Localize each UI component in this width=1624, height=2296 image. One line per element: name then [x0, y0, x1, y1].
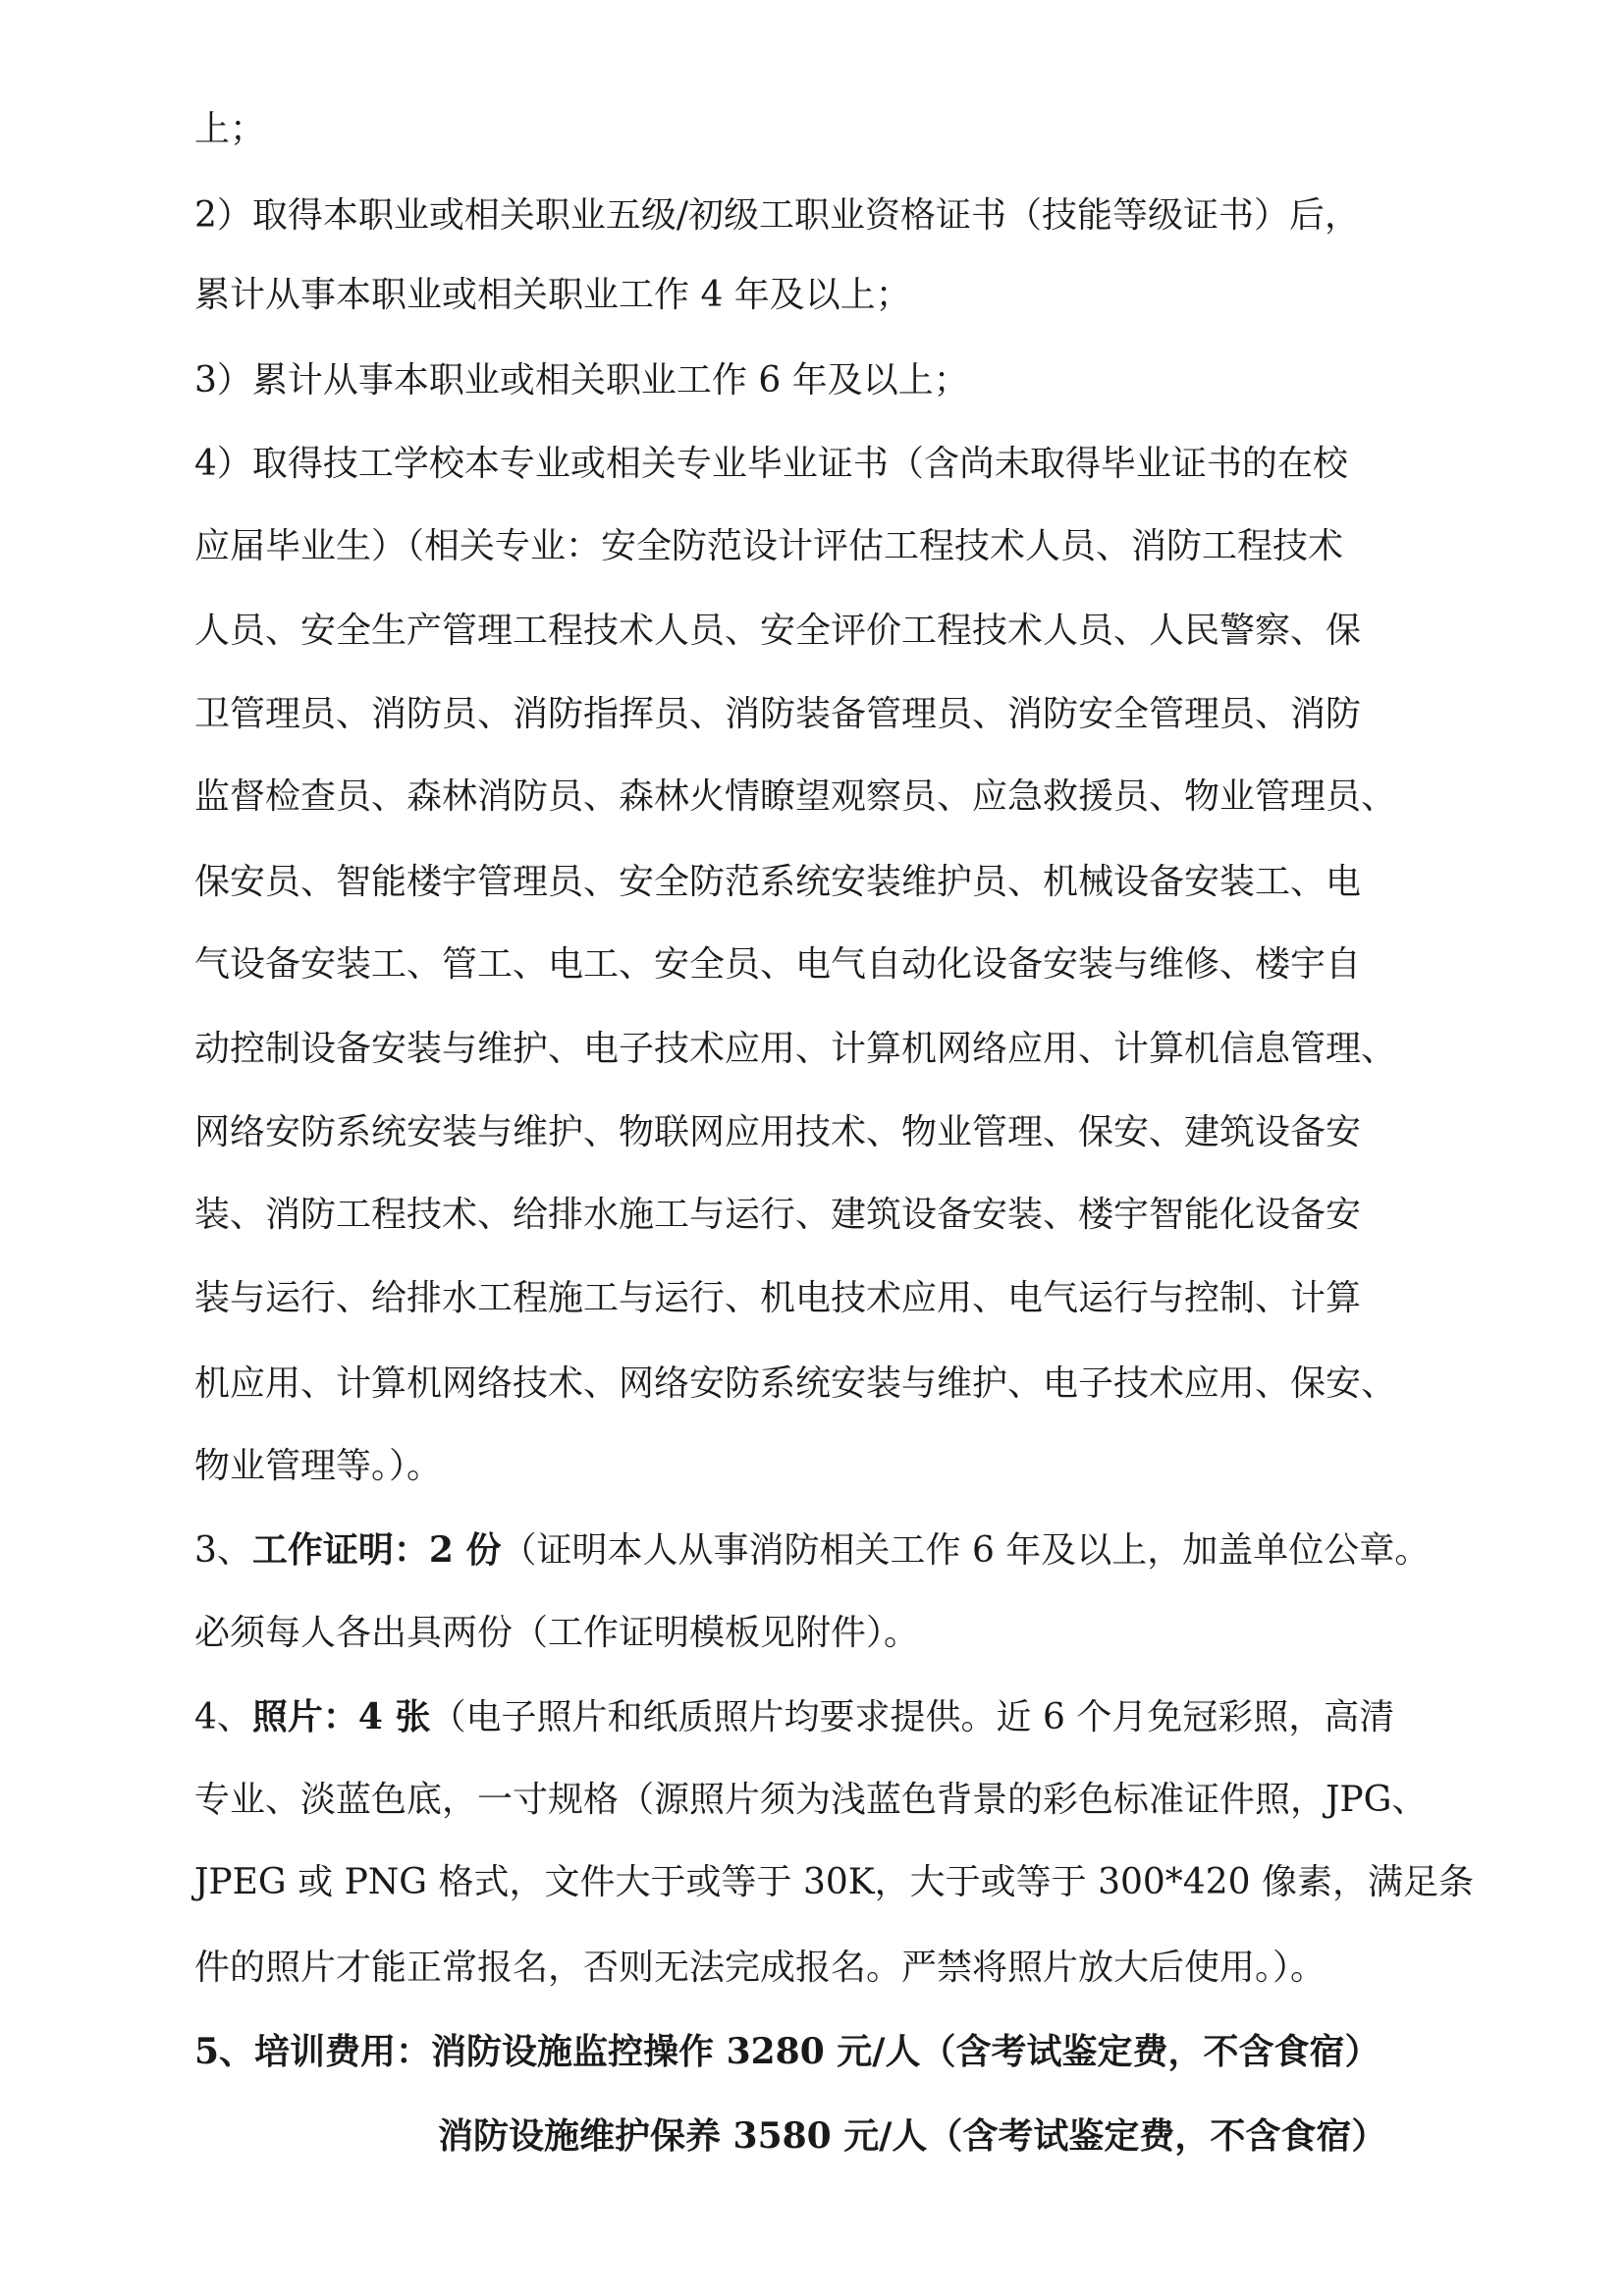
item-4-title: 照片：4 张: [251, 1696, 431, 1737]
text-line: 气设备安装工、管工、电工、安全员、电气自动化设备安装与维修、楼宇自: [194, 944, 1362, 985]
text-line: 卫管理员、消防员、消防指挥员、消防装备管理员、消防安全管理员、消防: [194, 694, 1362, 734]
text-line: 2）取得本职业或相关职业五级/初级工职业资格证书（技能等级证书）后，: [194, 195, 1361, 236]
item-4-line-2: 专业、淡蓝色底，一寸规格（源照片须为浅蓝色背景的彩色标准证件照，JPG、: [194, 1780, 1428, 1820]
item-3-line-2: 必须每人各出具两份（工作证明模板见附件）。: [194, 1613, 920, 1653]
text-line: 上；: [194, 109, 266, 149]
item-3-title: 工作证明：2 份: [251, 1529, 502, 1571]
text-line: 人员、安全生产管理工程技术人员、安全评价工程技术人员、人民警察、保: [194, 611, 1362, 651]
item-5-line: 5、培训费用：消防设施监控操作 3280 元/人（含考试鉴定费，不含食宿）: [194, 2031, 1380, 2072]
text-line: 应届毕业生）（相关专业：安全防范设计评估工程技术人员、消防工程技术: [194, 526, 1344, 566]
item-3-text: （证明本人从事消防相关工作 6 年及以上，加盖单位公章。: [501, 1530, 1431, 1571]
item-4-line: [194, 1695, 1394, 1739]
item-4-text: （电子照片和纸质照片均要求提供。近 6 个月免冠彩照，高清: [430, 1697, 1395, 1737]
text-line: 机应用、计算机网络技术、网络安防系统安装与维护、电子技术应用、保安、: [194, 1363, 1397, 1404]
text-line: 保安员、智能楼宇管理员、安全防范系统安装维护员、机械设备安装工、电: [194, 862, 1362, 902]
item-4-prefix: 4、: [194, 1697, 252, 1737]
text-line: 装、消防工程技术、给排水施工与运行、建筑设备安装、楼宇智能化设备安: [194, 1195, 1362, 1235]
text-line: 物业管理等。）。: [194, 1446, 443, 1486]
text-line: 4）取得技工学校本专业或相关专业毕业证书（含尚未取得毕业证书的在校: [194, 444, 1348, 484]
text-line: 累计从事本职业或相关职业工作 4 年及以上；: [194, 275, 911, 315]
item-3-line: [194, 1528, 1430, 1573]
text-line: 装与运行、给排水工程施工与运行、机电技术应用、电气运行与控制、计算: [194, 1278, 1362, 1318]
text-line: 动控制设备安装与维护、电子技术应用、计算机网络应用、计算机信息管理、: [194, 1029, 1397, 1069]
text-line: 3）累计从事本职业或相关职业工作 6 年及以上；: [194, 360, 969, 400]
item-5-line-2: 消防设施维护保养 3580 元/人（含考试鉴定费，不含食宿）: [438, 2115, 1387, 2157]
text-line: 网络安防系统安装与维护、物联网应用技术、物业管理、保安、建筑设备安: [194, 1112, 1362, 1152]
text-line: 监督检查员、森林消防员、森林火情瞭望观察员、应急救援员、物业管理员、: [194, 776, 1397, 817]
item-3-prefix: 3、: [194, 1530, 252, 1571]
item-4-line-3: JPEG 或 PNG 格式，文件大于或等于 30K，大于或等于 300*420 像素，满足条: [194, 1862, 1474, 1902]
item-4-line-4: 件的照片才能正常报名，否则无法完成报名。严禁将照片放大后使用。）。: [194, 1948, 1326, 1988]
